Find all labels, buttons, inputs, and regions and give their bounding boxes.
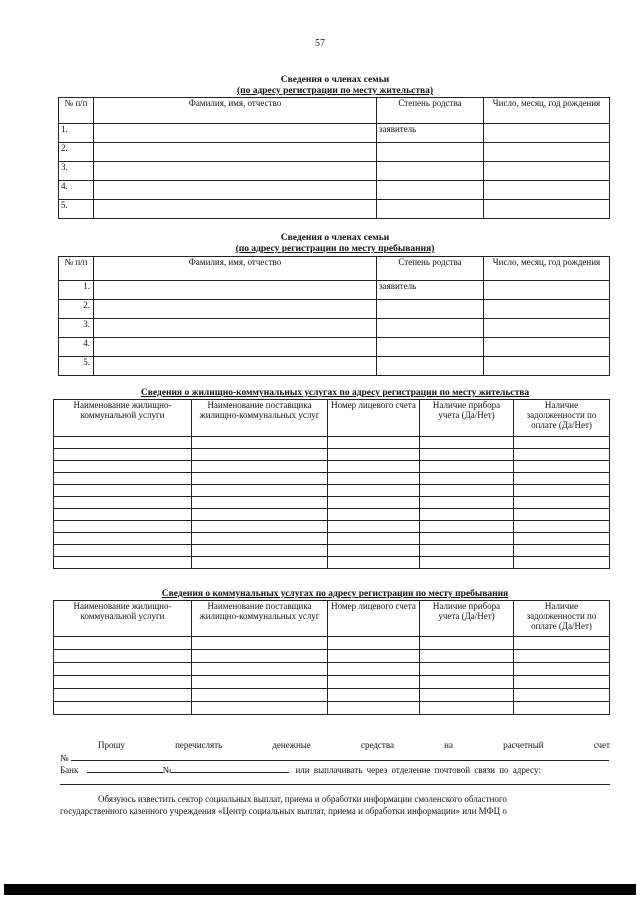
cell-birthdate[interactable] (484, 357, 610, 376)
col-header-meter: Наличие прибора учета (Да/Нет) (420, 601, 514, 637)
cell-birthdate[interactable] (484, 300, 610, 319)
cell-fullname[interactable] (94, 281, 377, 300)
table-row (54, 689, 610, 702)
account-number-field[interactable] (71, 751, 609, 761)
bank-number-field[interactable] (171, 763, 289, 773)
table-row (59, 357, 610, 376)
cell-relationship[interactable] (377, 162, 484, 181)
request-word: счет (593, 740, 610, 750)
cell-birthdate[interactable] (484, 319, 610, 338)
table-row (59, 200, 610, 219)
table-row (54, 473, 610, 485)
obligation-line-2: государственного казенного учреждения «Центр социальных выплат, приема и обработки информации» или МФЦ о (60, 806, 507, 816)
section2-title: Сведения о членах семьи (280, 233, 390, 243)
table-row (59, 338, 610, 357)
table-row (54, 545, 610, 557)
table-row (54, 461, 610, 473)
table-row (54, 702, 610, 715)
request-word: расчетный (503, 740, 544, 750)
request-word: Прошу (98, 740, 125, 750)
cell-birthdate[interactable] (484, 181, 610, 200)
cell-fullname[interactable] (94, 143, 377, 162)
row-number: 2. (59, 143, 94, 162)
cell-relationship[interactable] (377, 200, 484, 219)
row-number: 1. (59, 124, 94, 143)
cell-relationship[interactable]: заявитель (377, 124, 484, 143)
col-header-number: № п/п (59, 98, 94, 124)
table-row (54, 449, 610, 461)
row-number: 4. (59, 338, 94, 357)
request-word: средства (360, 740, 394, 750)
row-number: 4. (59, 181, 94, 200)
cell-fullname[interactable] (94, 319, 377, 338)
obligation-line-1: Обязуюсь известить сектор социальных выплат, приема и обработки информации смоленского областного (98, 794, 507, 804)
cell-fullname[interactable] (94, 124, 377, 143)
cell-birthdate[interactable] (484, 162, 610, 181)
row-number: 2. (59, 300, 94, 319)
cell-birthdate[interactable] (484, 124, 610, 143)
col-header-provider: Наименование поставщика жилищно-коммунальных услуг (192, 400, 328, 437)
col-header-birthdate: Число, месяц, год рождения (484, 257, 610, 281)
table-row (54, 663, 610, 676)
table-row (54, 485, 610, 497)
request-word: на (444, 740, 453, 750)
col-header-number: № п/п (59, 257, 94, 281)
col-header-service: Наименование жилищно-коммунальной услуги (54, 400, 192, 437)
table-row (54, 637, 610, 650)
table-row (54, 497, 610, 509)
postal-address-field[interactable] (60, 784, 610, 785)
table-row (59, 124, 610, 143)
row-number: 5. (59, 357, 94, 376)
row-number: 1. (59, 281, 94, 300)
family-members-table-stay (58, 256, 610, 376)
col-header-relationship: Степень родства (377, 257, 484, 281)
cell-birthdate[interactable] (484, 200, 610, 219)
table-row (59, 143, 610, 162)
table-row (59, 319, 610, 338)
cell-relationship[interactable] (377, 357, 484, 376)
bank-label: Банк (60, 765, 79, 775)
table-row (59, 162, 610, 181)
col-header-fullname: Фамилия, имя, отчество (94, 257, 377, 281)
page-number: 57 (315, 38, 325, 49)
cell-birthdate[interactable] (484, 143, 610, 162)
col-header-relationship: Степень родства (377, 98, 484, 124)
row-number: 3. (59, 162, 94, 181)
col-header-provider: Наименование поставщика жилищно-коммунальных услуг (192, 601, 328, 637)
table-row (54, 509, 610, 521)
cell-birthdate[interactable] (484, 338, 610, 357)
cell-fullname[interactable] (94, 200, 377, 219)
cell-fullname[interactable] (94, 300, 377, 319)
col-header-debt: Наличие задолженности по оплате (Да/Нет) (514, 400, 610, 437)
cell-relationship[interactable] (377, 143, 484, 162)
utilities-table-residence (53, 399, 610, 569)
col-header-account: Номер лицевого счета (328, 400, 420, 437)
section1-title: Сведения о членах семьи (280, 75, 390, 85)
scan-bottom-bar (4, 884, 636, 895)
bank-no-label: № (162, 765, 172, 775)
utilities-table-stay (53, 600, 610, 715)
table-row (54, 533, 610, 545)
cell-relationship[interactable] (377, 319, 484, 338)
postal-option-text: или выплачивать через отделение почтовой связи по адресу: (295, 765, 541, 775)
table-row (54, 650, 610, 663)
request-word: перечислять (175, 740, 223, 750)
section1-subtitle: (по адресу регистрации по месту жительства) (236, 86, 434, 96)
bank-name-field[interactable] (87, 763, 163, 773)
section4-title: Сведения о коммунальных услугах по адресу регистрации по месту пребывания (161, 589, 509, 599)
cell-fullname[interactable] (94, 162, 377, 181)
table-row (59, 281, 610, 300)
request-line (98, 740, 610, 751)
cell-relationship[interactable] (377, 181, 484, 200)
table-row (54, 557, 610, 569)
cell-fullname[interactable] (94, 338, 377, 357)
request-word: денежные (272, 740, 311, 750)
table-row (54, 521, 610, 533)
row-number: 3. (59, 319, 94, 338)
col-header-fullname: Фамилия, имя, отчество (94, 98, 377, 124)
section2-subtitle: (по адресу регистрации по месту пребывания) (235, 244, 435, 254)
col-header-birthdate: Число, месяц, год рождения (484, 98, 610, 124)
section3-title: Сведения о жилищно-коммунальных услугах по адресу регистрации по месту жительства (140, 388, 530, 398)
col-header-meter: Наличие прибора учета (Да/Нет) (420, 400, 514, 437)
family-members-table-residence (58, 97, 610, 219)
col-header-account: Номер лицевого счета (328, 601, 420, 637)
table-row (59, 181, 610, 200)
cell-relationship[interactable] (377, 300, 484, 319)
col-header-service: Наименование жилищно-коммунальной услуги (54, 601, 192, 637)
cell-birthdate[interactable] (484, 281, 610, 300)
bank-line (60, 763, 610, 776)
account-number-label: № (60, 753, 69, 763)
table-row (54, 676, 610, 689)
cell-fullname[interactable] (94, 357, 377, 376)
cell-relationship[interactable] (377, 338, 484, 357)
row-number: 5. (59, 200, 94, 219)
cell-relationship[interactable]: заявитель (377, 281, 484, 300)
cell-fullname[interactable] (94, 181, 377, 200)
table-row (59, 300, 610, 319)
col-header-debt: Наличие задолженности по оплате (Да/Нет) (514, 601, 610, 637)
table-row (54, 437, 610, 449)
